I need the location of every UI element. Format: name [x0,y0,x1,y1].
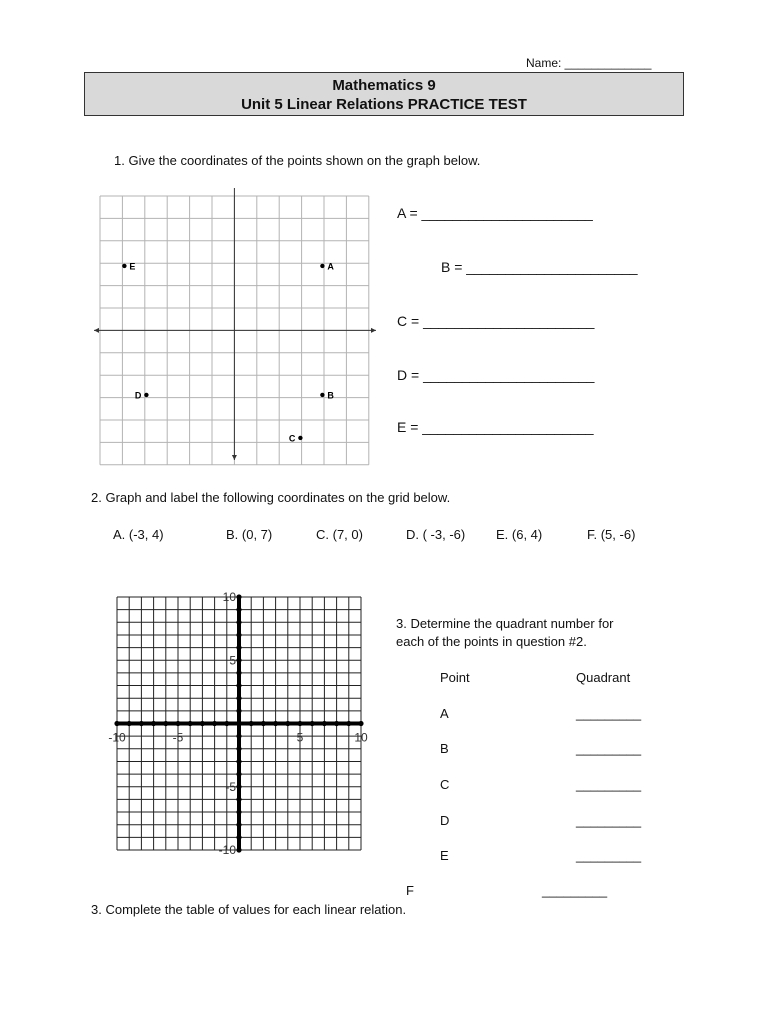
quadrant-row-blank: _________ [576,848,642,863]
coord-item-e: E. (6, 4) [496,527,543,542]
name-field-label: Name: _____________ [526,56,652,70]
y-axis-tick [236,835,241,840]
quadrant-row-blank: _________ [576,813,642,828]
question-3-text-line1: 3. Determine the quadrant number for [396,616,614,631]
answer-a: A = ______________________ [397,205,593,221]
x-axis-tick [175,721,180,726]
question-2-axes [114,594,363,852]
y-axis-tick [236,620,241,625]
quadrant-row-point: E [440,848,449,863]
x-tick-label: 5 [296,730,304,745]
y-axis-tick [236,759,241,764]
title-test: Unit 5 Linear Relations PRACTICE TEST [241,96,527,113]
x-axis-tick [200,721,205,726]
answer-d: D = ______________________ [397,367,595,383]
coord-item-a: A. (-3, 4) [113,527,164,542]
x-axis-tick [249,721,254,726]
graph-point-label: D [134,390,142,401]
coord-item-b: B. (0, 7) [226,527,273,542]
question-3b-text: 3. Complete the table of values for each linear relation. [91,902,407,917]
y-axis-tick [236,822,241,827]
graph-point-label: B [327,390,334,401]
x-axis-tick [212,721,217,726]
answer-b: B = ______________________ [441,259,638,275]
quadrant-row-blank: _________ [576,777,642,792]
title-subject: Mathematics 9 [332,77,436,94]
col-header-point: Point [440,670,470,685]
x-axis-tick [139,721,144,726]
x-axis-tick [127,721,132,726]
question-2-text: 2. Graph and label the following coordinates on the grid below. [91,490,451,505]
quadrant-row-point: A [440,706,449,721]
y-tick-label: 5 [229,653,236,668]
y-axis-tick [236,632,241,637]
quadrant-row-point: F [406,883,414,898]
y-axis-tick [236,797,241,802]
x-axis-tick [273,721,278,726]
y-axis-tick [236,683,241,688]
graph-point-label: A [327,261,334,272]
y-tick-label: -5 [225,779,236,794]
x-tick-label: 10 [354,730,368,745]
y-axis-tick [236,658,241,663]
coord-item-c: C. (7, 0) [316,527,363,542]
col-header-quadrant: Quadrant [576,670,631,685]
y-axis-tick [236,645,241,650]
quadrant-row-point: B [440,741,449,756]
question-3-text-line2: each of the points in question #2. [396,634,587,649]
quadrant-row-blank: _________ [542,883,608,898]
y-axis-tick [236,594,241,599]
y-axis-tick [236,772,241,777]
x-axis-tick [285,721,290,726]
x-axis-tick [322,721,327,726]
y-axis-tick [236,696,241,701]
x-tick-label: -10 [108,730,126,745]
quadrant-row-blank: _________ [576,741,642,756]
x-axis-tick [334,721,339,726]
y-tick-label: 10 [222,590,236,604]
graph-point-label: C [288,433,296,444]
x-axis-tick [151,721,156,726]
x-axis-tick [224,721,229,726]
x-axis-tick [163,721,168,726]
y-axis-tick [236,708,241,713]
x-axis-tick [261,721,266,726]
y-axis-tick [236,784,241,789]
y-axis-tick [236,809,241,814]
y-axis-tick [236,734,241,739]
graph-point-label: E [129,261,136,272]
coord-item-f: F. (5, -6) [587,527,636,542]
quadrant-row-blank: _________ [576,706,642,721]
y-axis-tick [236,670,241,675]
y-axis-tick [236,746,241,751]
x-axis-tick [346,721,351,726]
quadrant-row-point: C [440,777,450,792]
x-tick-label: -5 [172,730,184,745]
quadrant-row-point: D [440,813,450,828]
coord-item-d: D. ( -3, -6) [406,527,466,542]
x-axis-tick [358,721,363,726]
x-axis-tick [297,721,302,726]
x-axis-tick [188,721,193,726]
x-axis-tick [310,721,315,726]
answer-e: E = ______________________ [397,419,594,435]
y-tick-label: -10 [218,843,236,857]
y-axis-tick [236,607,241,612]
x-axis-tick [114,721,119,726]
y-axis-tick [236,847,241,852]
answer-c: C = ______________________ [397,313,595,329]
question-1-text: 1. Give the coordinates of the points shown on the graph below. [114,153,481,168]
